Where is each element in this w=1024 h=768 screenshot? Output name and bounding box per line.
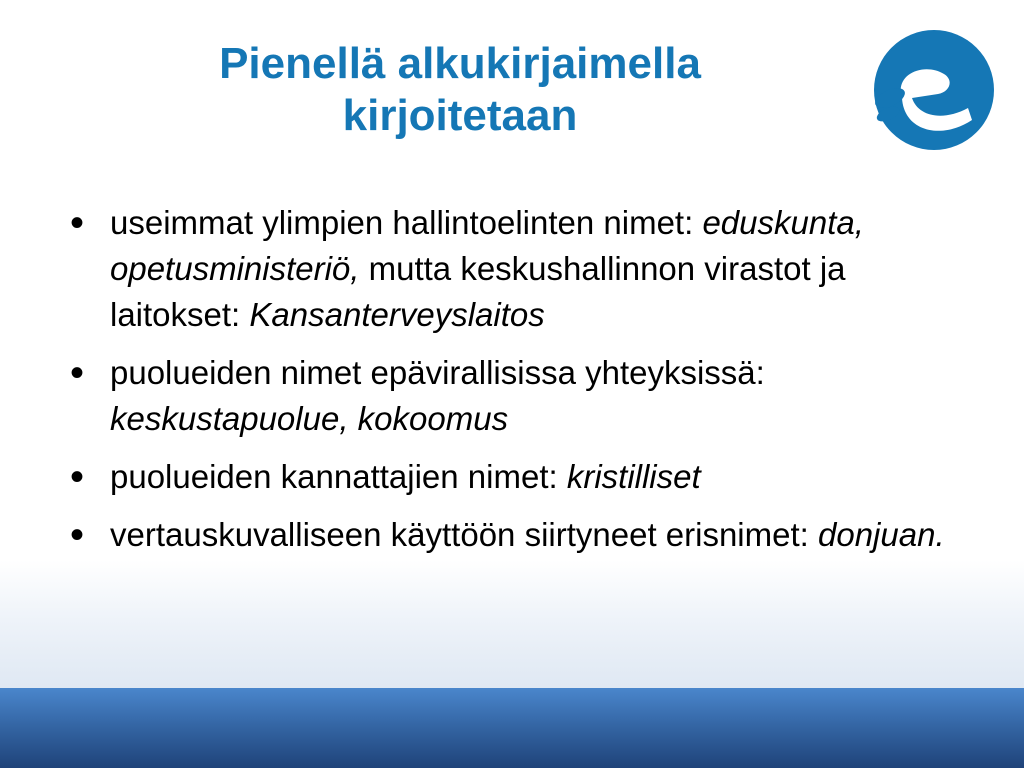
bullet-icon: • — [70, 351, 85, 395]
bullet-text: vertauskuvalliseen käyttöön siirtyneet erisnimet: — [110, 516, 818, 553]
bullet-text: puolueiden kannattajien nimet: — [110, 458, 567, 495]
slide-title-line-2: kirjoitetaan — [342, 91, 578, 140]
bullet-icon: • — [70, 455, 85, 499]
bullet-italic-text: kristilliset — [566, 458, 701, 495]
bullet-italic-text: donjuan. — [818, 516, 945, 553]
e-letter-circle-logo-icon — [872, 28, 996, 152]
bullet-icon: • — [70, 201, 85, 245]
bullet-icon: • — [70, 513, 85, 557]
bullet-italic-text: eduskunta, opetusministeriö, — [110, 204, 864, 287]
bullet-text: mutta keskushallinnon virastot ja laitokset: — [110, 250, 846, 333]
bullet-text: useimmat ylimpien hallintoelinten nimet: — [110, 204, 703, 241]
footer-band — [0, 688, 1024, 768]
slide-title — [150, 38, 770, 142]
slide-title-line-1: Pienellä alkukirjaimella — [219, 39, 701, 88]
bullet-text: puolueiden nimet epävirallisissa yhteyksissä: — [110, 354, 765, 391]
bullet-italic-text: keskustapuolue, kokoomus — [110, 400, 509, 437]
bullet-item — [70, 512, 970, 558]
bullet-list — [70, 200, 970, 570]
bullet-item — [70, 200, 970, 338]
bullet-item — [70, 350, 970, 442]
bullet-italic-text: Kansanterveyslaitos — [249, 296, 545, 333]
bullet-item — [70, 454, 970, 500]
